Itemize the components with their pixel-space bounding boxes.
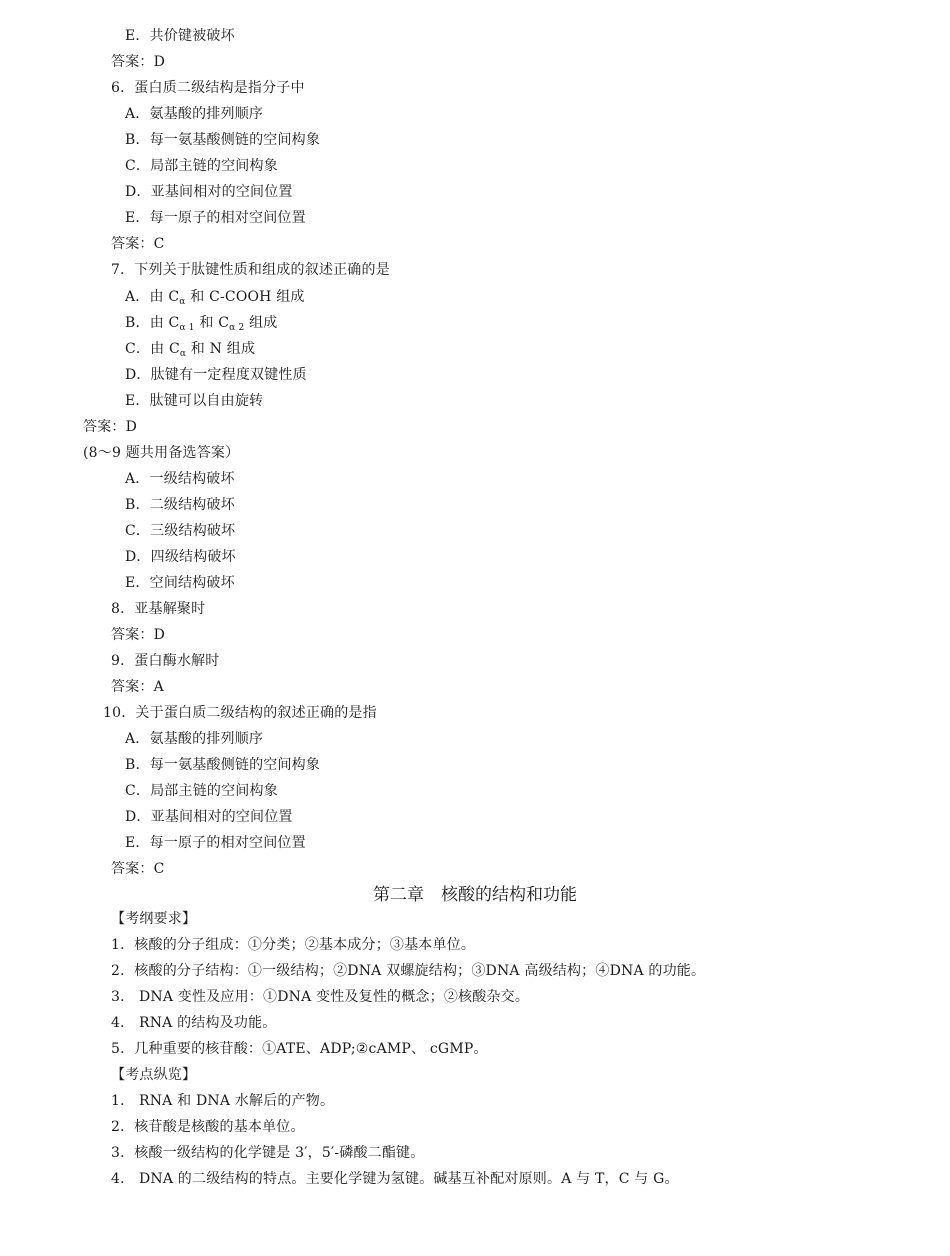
option-b-mid: 和 C	[194, 315, 230, 331]
option-d: D．亚基间相对的空间位置	[125, 184, 293, 200]
option-d: D．亚基间相对的空间位置	[125, 809, 293, 825]
section-heading: 【考点纵览】	[111, 1067, 197, 1083]
option-b: B．每一氨基酸侧链的空间构象	[125, 757, 321, 773]
question-9: 9．蛋白酶水解时	[111, 653, 220, 669]
answer: 答案：A	[111, 679, 164, 695]
alpha-subscript	[229, 323, 244, 333]
syllabus-item: 3． DNA 变性及应用：①DNA 变性及复性的概念；②核酸杂交。	[111, 989, 530, 1005]
key-point-item: 2．核苷酸是核酸的基本单位。	[111, 1119, 305, 1135]
answer: 答案：D	[111, 54, 166, 70]
option-c-suffix: 和 N 组成	[186, 341, 256, 357]
option-c	[125, 340, 255, 360]
alpha-symbol: α	[229, 323, 236, 333]
answer: 答案：D	[111, 627, 166, 643]
option-b-prefix: B．由 C	[125, 315, 180, 331]
option-b: B．每一氨基酸侧链的空间构象	[125, 132, 321, 148]
option-e: E．共价键被破坏	[125, 28, 235, 44]
syllabus-item: 1．核酸的分子组成：①分类；②基本成分；③基本单位。	[111, 937, 476, 953]
key-point-item: 1． RNA 和 DNA 水解后的产物。	[111, 1093, 335, 1109]
syllabus-item: 4． RNA 的结构及功能。	[111, 1015, 277, 1031]
option-a: A．一级结构破坏	[125, 471, 235, 487]
option-e: E．肽键可以自由旋转	[125, 393, 264, 409]
option-a-suffix: 和 C-COOH 组成	[185, 289, 305, 305]
option-c-prefix: C．由 C	[125, 341, 180, 357]
alpha-subscript: α	[179, 297, 186, 307]
option-a: A．氨基酸的排列顺序	[125, 106, 264, 122]
option-a: A．氨基酸的排列顺序	[125, 731, 264, 747]
option-a	[125, 288, 305, 308]
syllabus-item: 5．几种重要的核苷酸：①ATE、ADP;②cAMP、 cGMP。	[111, 1041, 488, 1057]
answer: 答案：C	[111, 861, 165, 877]
option-c: C．三级结构破坏	[125, 523, 236, 539]
section-heading: 【考纲要求】	[111, 911, 197, 927]
subscript-2: 2	[238, 323, 245, 333]
question-6: 6．蛋白质二级结构是指分子中	[111, 80, 305, 96]
option-d: D．四级结构破坏	[125, 549, 236, 565]
question-10: 10．关于蛋白质二级结构的叙述正确的是指	[103, 705, 377, 721]
answer: 答案：D	[83, 419, 138, 435]
option-a-prefix: A．由 C	[125, 289, 180, 305]
option-b-suffix: 组成	[244, 315, 278, 331]
option-b: B．二级结构破坏	[125, 497, 235, 513]
alpha-subscript	[179, 323, 194, 333]
answer: 答案：C	[111, 236, 165, 252]
key-point-item: 4． DNA 的二级结构的特点。主要化学键为氢键。碱基互补配对原则。A 与 T，C 与 G。	[111, 1171, 679, 1187]
alpha-subscript: α	[179, 349, 187, 359]
option-b	[125, 314, 278, 334]
option-e: E．每一原子的相对空间位置	[125, 210, 306, 226]
shared-options-note: (8～9 题共用备选答案）	[83, 445, 240, 461]
option-c: C．局部主链的空间构象	[125, 783, 278, 799]
syllabus-item: 2．核酸的分子结构：①一级结构；②DNA 双螺旋结构；③DNA 高级结构；④DNA 的功能。	[111, 963, 706, 979]
option-e: E．每一原子的相对空间位置	[125, 835, 306, 851]
option-c: C．局部主链的空间构象	[125, 158, 278, 174]
option-e: E．空间结构破坏	[125, 575, 235, 591]
question-8: 8．亚基解聚时	[111, 601, 206, 617]
subscript-1: 1	[188, 323, 195, 333]
question-7: 7．下列关于肽键性质和组成的叙述正确的是	[111, 262, 390, 278]
alpha-symbol: α	[179, 323, 186, 333]
chapter-title: 第二章 核酸的结构和功能	[373, 885, 577, 905]
option-d: D．肽键有一定程度双键性质	[125, 367, 307, 383]
key-point-item: 3．核酸一级结构的化学键是 3′，5′-磷酸二酯键。	[111, 1145, 425, 1161]
